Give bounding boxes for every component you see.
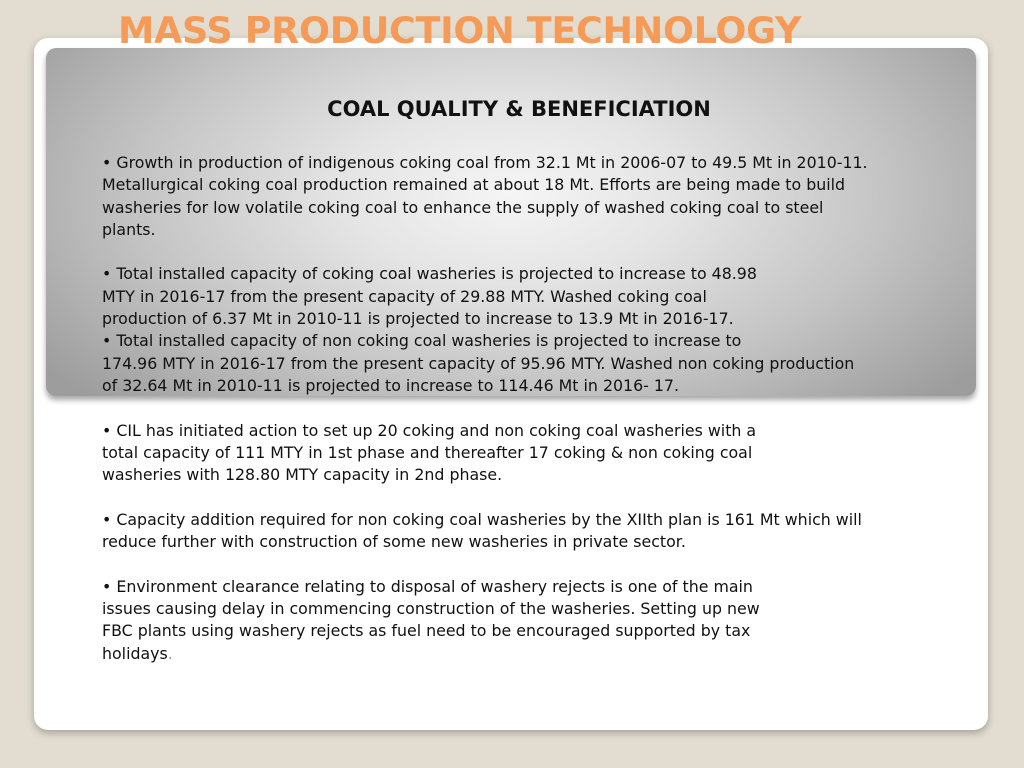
text-line: • Growth in production of indigenous coking coal from 32.1 Mt in 2006-07 to 49.5 Mt in 2010-11.	[102, 153, 868, 172]
paragraph-gap	[102, 486, 962, 508]
bullet-paragraph-capacity	[102, 263, 962, 397]
text-line: total capacity of 111 MTY in 1st phase and thereafter 17 coking & non coking coal	[102, 442, 753, 462]
text-line: • Capacity addition required for non coking coal washeries by the XIIth plan is 161 Mt which will	[102, 509, 862, 529]
text-line: • Total installed capacity of non coking coal washeries is projected to increase to	[102, 331, 742, 351]
text-line: washeries with 128.80 MTY capacity in 2nd phase.	[102, 465, 503, 485]
text-line: of 32.64 Mt in 2010-11 is projected to increase to 114.46 Mt in 2016- 17.	[102, 375, 679, 395]
text-line: Metallurgical coking coal production remained at about 18 Mt. Efforts are being made to build	[102, 175, 846, 195]
slide-title: MASS PRODUCTION TECHNOLOGY	[118, 9, 802, 52]
paragraph-gap	[102, 553, 962, 575]
text-line: plants.	[102, 219, 156, 239]
bullet-paragraph-xiith-plan	[102, 509, 962, 554]
text-line: reduce further with construction of some new washeries in private sector.	[102, 532, 686, 552]
text-line: production of 6.37 Mt in 2010-11 is projected to increase to 13.9 Mt in 2016-17.	[102, 309, 734, 329]
text-line: • Total installed capacity of coking coal washeries is projected to increase to 48.98	[102, 264, 757, 284]
text-line-last	[102, 643, 962, 665]
bullet-paragraph-environment	[102, 576, 962, 665]
paragraph-gap	[102, 241, 962, 263]
text-line: MTY in 2016-17 from the present capacity of 29.88 MTY. Washed coking coal	[102, 286, 707, 306]
text-line: 174.96 MTY in 2016-17 from the present capacity of 95.96 MTY. Washed non coking production	[102, 353, 855, 373]
text-line: • Environment clearance relating to disposal of washery rejects is one of the main	[102, 576, 753, 596]
text-line: issues causing delay in commencing construction of the washeries. Setting up new	[102, 598, 760, 618]
text-line: washeries for low volatile coking coal to enhance the supply of washed coking coal to steel	[102, 197, 824, 217]
slide-body	[102, 152, 962, 665]
text-line: • CIL has initiated action to set up 20 coking and non coking coal washeries with a	[102, 420, 757, 440]
trailing-period: .	[167, 643, 173, 663]
paragraph-gap	[102, 397, 962, 419]
text-line: FBC plants using washery rejects as fuel need to be encouraged supported by tax	[102, 621, 751, 641]
text-line-content: holidays	[102, 643, 168, 663]
bullet-paragraph-growth	[102, 152, 962, 241]
slide-subtitle: COAL QUALITY & BENEFICIATION	[327, 97, 711, 121]
bullet-paragraph-cil	[102, 420, 962, 487]
